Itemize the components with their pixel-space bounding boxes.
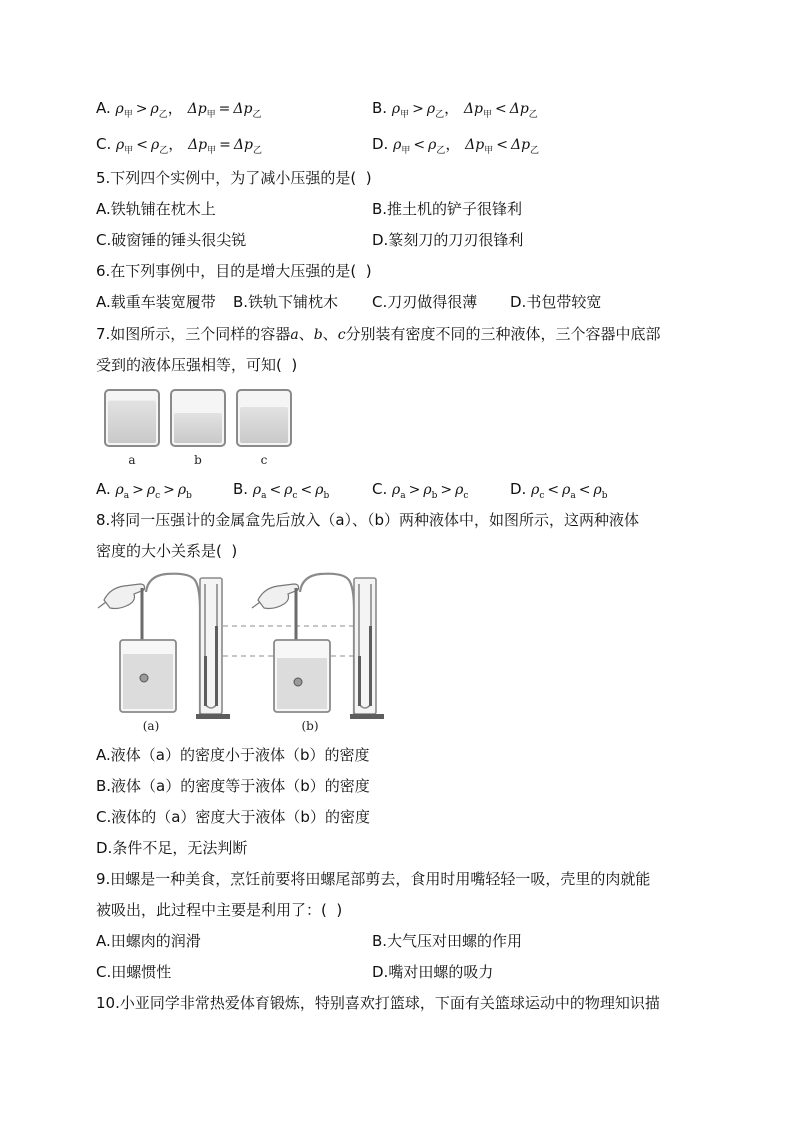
q4-option-b: B. $\rho_甲 > \rho_乙$， $\Delta p_甲 < \Delta p_乙$	[372, 99, 538, 120]
q8-option-c: C.液体的（a）密度大于液体（b）的密度	[96, 808, 370, 826]
q9-option-c: C.田螺惯性	[96, 963, 172, 981]
q5-option-d: D.篆刻刀的刀刃很锋利	[372, 231, 524, 249]
q8-stem-line2: 密度的大小关系是( )	[96, 542, 238, 560]
q8-pressure-gauge-figure	[96, 570, 396, 736]
q6-option-c: C.刀刃做得很薄	[372, 293, 478, 311]
q4-option-d: D. $\rho_甲 < \rho_乙$， $\Delta p_甲 < \Delta p_乙$	[372, 135, 540, 156]
q7-option-c: C. $\rho_a > \rho_b > \rho_c$	[372, 480, 469, 501]
q8-option-b: B.液体（a）的密度等于液体（b）的密度	[96, 777, 370, 795]
q5-option-c: C.破窗锤的锤头很尖锐	[96, 231, 247, 249]
q7-stem-line1: 7.如图所示，三个同样的容器a、b、c分别装有密度不同的三种液体，三个容器中底部	[96, 325, 661, 343]
label-a: (a)	[142, 719, 160, 733]
setup-a	[98, 574, 230, 733]
liquid-a	[108, 401, 156, 444]
q7-option-b: B. $\rho_a < \rho_c < \rho_b$	[233, 480, 330, 501]
q6-option-b: B.铁轨下铺枕木	[233, 293, 339, 311]
q7-stem-line2: 受到的液体压强相等，可知( )	[96, 356, 298, 374]
q4-option-c: C. $\rho_甲 < \rho_乙$， $\Delta p_甲 = \Delta p_乙$	[96, 135, 262, 156]
q7-containers-figure	[96, 384, 306, 470]
q8-stem-line1: 8.将同一压强计的金属盒先后放入（a）、（b）两种液体中，如图所示，这两种液体	[96, 511, 640, 529]
q6-option-a: A.载重车装宽履带	[96, 293, 216, 311]
hand-a-icon	[98, 584, 145, 609]
q4-option-a: A. $\rho_甲 > \rho_乙$， $\Delta p_甲 = \Delta p_乙$	[96, 99, 262, 120]
q9-option-d: D.嘴对田螺的吸力	[372, 963, 494, 981]
liquid-c	[240, 407, 288, 443]
q10-stem-line1: 10.小亚同学非常热爱体育锻炼，特别喜欢打篮球，下面有关篮球运动中的物理知识描	[96, 994, 660, 1012]
q9-option-b: B.大气压对田螺的作用	[372, 932, 523, 950]
q9-stem-line2: 被吸出，此过程中主要是利用了：( )	[96, 901, 343, 919]
container-b-label: b	[194, 453, 202, 467]
q6-stem: 6.在下列事例中，目的是增大压强的是( )	[96, 262, 372, 280]
label-b: (b)	[301, 719, 319, 733]
liquid-b	[174, 413, 222, 443]
q7-option-d: D. $\rho_c < \rho_a < \rho_b$	[510, 480, 608, 501]
hand-b-icon	[252, 584, 299, 609]
setup-b	[252, 574, 384, 733]
q9-option-a: A.田螺肉的润滑	[96, 932, 201, 950]
q5-option-a: A.铁轨铺在枕木上	[96, 200, 216, 218]
q8-option-a: A.液体（a）的密度小于液体（b）的密度	[96, 746, 370, 764]
q9-stem-line1: 9.田螺是一种美食，烹饪前要将田螺尾部剪去，食用时用嘴轻轻一吸，壳里的肉就能	[96, 870, 651, 888]
q7-option-a: A. $\rho_a > \rho_c > \rho_b$	[96, 480, 192, 501]
container-b	[171, 390, 225, 467]
q8-option-d: D.条件不足，无法判断	[96, 839, 248, 857]
q6-option-d: D.书包带较宽	[510, 293, 602, 311]
container-a-label: a	[128, 453, 136, 467]
q5-stem: 5.下列四个实例中，为了减小压强的是( )	[96, 169, 372, 187]
container-c-label: c	[260, 453, 268, 467]
container-c	[237, 390, 291, 467]
q5-option-b: B.推土机的铲子很锋利	[372, 200, 523, 218]
container-a	[105, 390, 159, 467]
